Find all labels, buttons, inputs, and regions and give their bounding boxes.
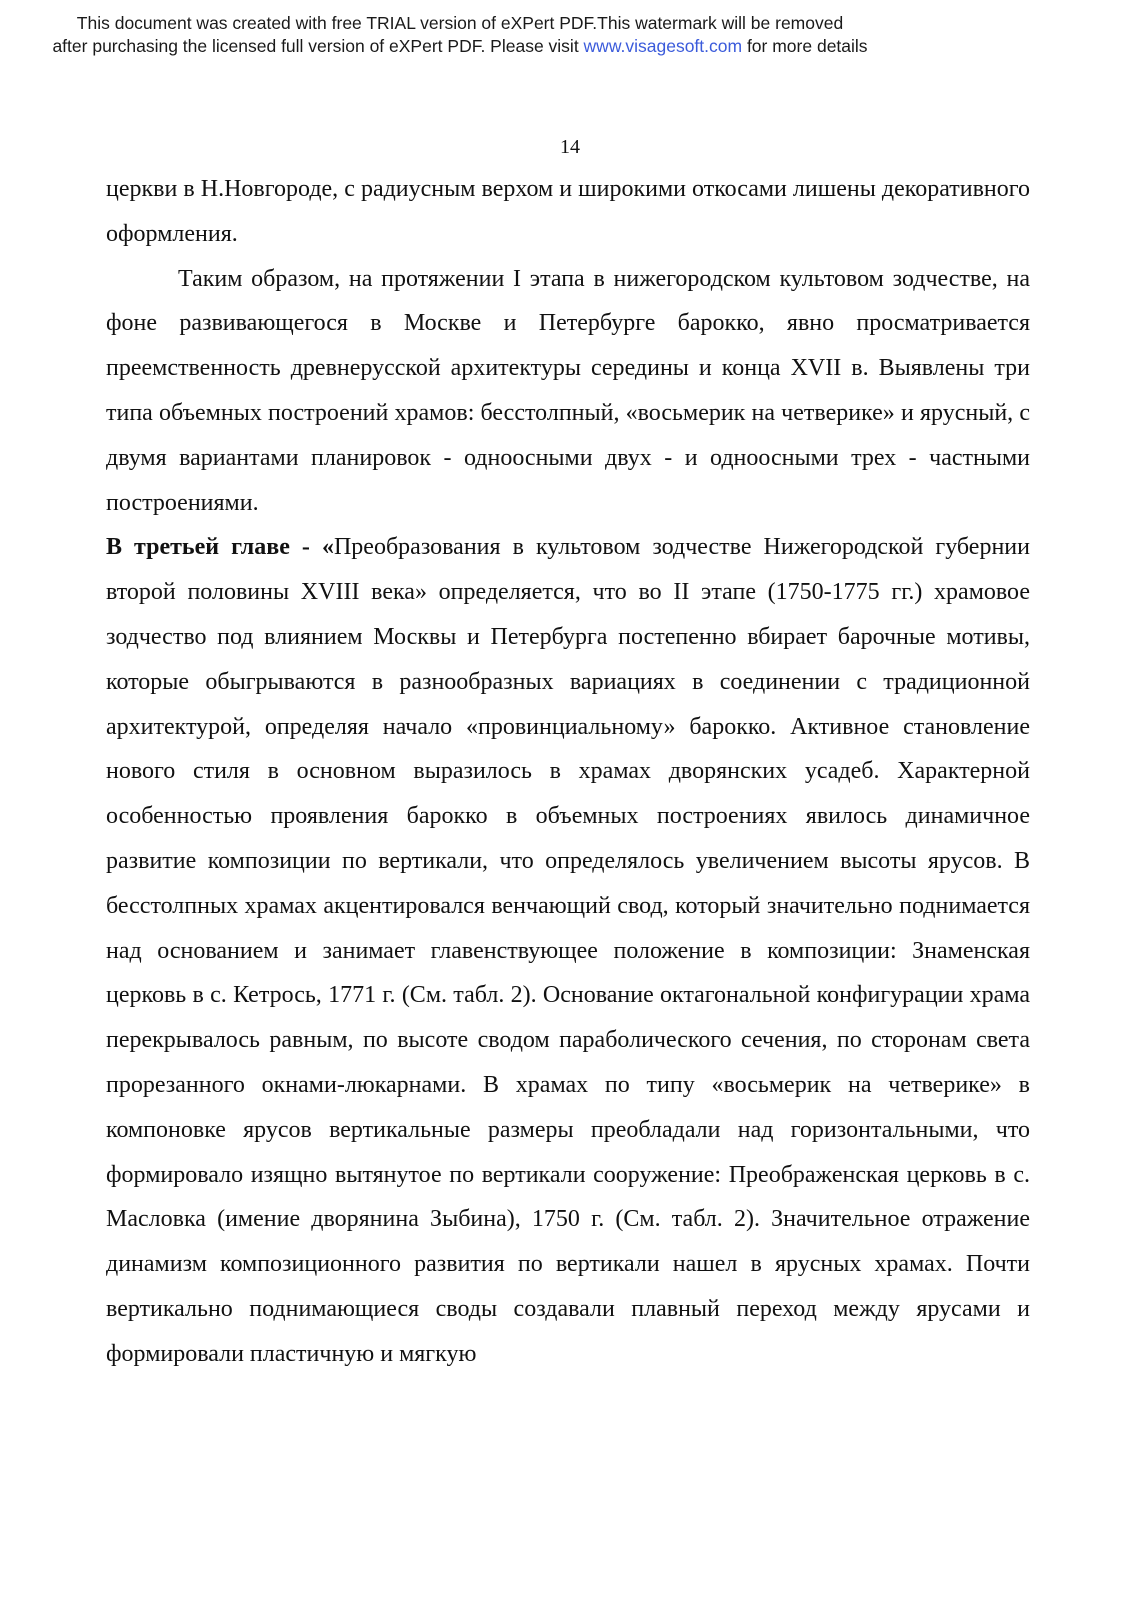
paragraph-2: Таким образом, на протяжении I этапа в нижегородском культовом зодчестве, на фоне развивающегося в Москве и Петербурге барокко, явно просматривается преемственность древнерусской архитектуры середины и конца XVII в. Выявлены три типа объемных построений храмов: бесстолпный, «восьмерик на четверике» и ярусный, с двумя вариантами планировок - одноосными двух - и одноосными трех - частными построениями. xyxy=(106,265,1030,516)
chapter-lead-bold: В третьей главе - « xyxy=(106,534,334,561)
watermark-line-2-text: after purchasing the licensed full version of eXPert PDF. Please visit xyxy=(52,36,584,56)
paragraph-3 xyxy=(106,525,1030,1376)
paragraph-1: церкви в Н.Новгороде, с радиусным верхом и широкими откосами лишены декоративного оформления. xyxy=(106,176,1030,247)
watermark-link[interactable]: www.visagesoft.com xyxy=(583,36,743,56)
watermark-line-2 xyxy=(0,35,920,58)
watermark-line-2-suffix: for more details xyxy=(742,36,868,56)
watermark-line-1: This document was created with free TRIAL version of eXPert PDF.This watermark will be removed xyxy=(76,13,844,33)
trial-watermark xyxy=(0,12,920,58)
page-number: 14 xyxy=(560,136,580,158)
paragraph-3-text: Преобразования в культовом зодчестве Нижегородской губернии второй половины XVIII века» определяется, что во II этапе (1750-1775 гг.) храмовое зодчество под влиянием Москвы и Петербурга постепенно вбирает барочные мотивы, которые обыгрываются в разнообразных вариациях в соединении с традиционной архитектурой, определяя начало «провинциальному» барокко. Активное становление нового стиля в основном выразилось в храмах дворянских усадеб. Характерной особенностью проявления барокко в объемных построениях явилось динамичное развитие композиции по вертикали, что определялось увеличением высоты ярусов. В бесстолпных храмах акцентировался венчающий свод, который значительно поднимается над основанием и занимает главенствующее положение в композиции: Знаменская церковь в с. Кетрось, 1771 г. (См. табл. 2). Основание октагональной конфигурации храма перекрывалось равным, по высоте сводом параболического сечения, по сторонам света прорезанного окнами-люкарнами. В храмах по типу «восьмерик на четверике» в компоновке ярусов вертикальные размеры преобладали над горизонтальными, что формировало изящно вытянутое по вертикали сооружение: Преображенская церковь в с. Масловка (имение дворянина Зыбина), 1750 г. (См. табл. 2). Значительное отражение динамизм композиционного развития по вертикали нашел в ярусных храмах. Почти вертикально поднимающиеся своды создавали плавный переход между ярусами и формировали пластичную и мягкую xyxy=(106,534,1030,1367)
document-body xyxy=(106,167,1030,1377)
